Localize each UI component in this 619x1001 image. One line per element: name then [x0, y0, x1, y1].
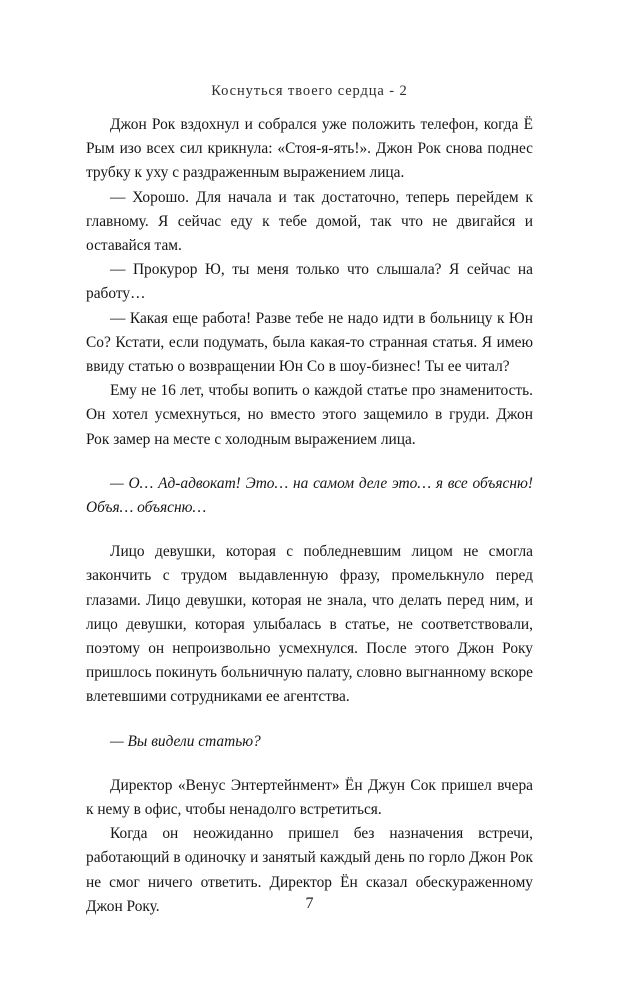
- paragraph: Ему не 16 лет, чтобы вопить о каждой статье про знаменитость. Он хотел усмехнуться, но вместо этого защемило в груди. Джон Рок замер на месте с холодным выражением лица.: [86, 382, 533, 448]
- paragraph: — Какая еще работа! Разве тебе не надо идти в больницу к Юн Со? Кстати, если подумать, была какая-то странная статья. Я имею ввиду статью о возвращении Юн Со в шоу-бизнес! Ты ее читал?: [86, 309, 533, 376]
- paragraph: Джон Рок вздохнул и собрался уже положить телефон, когда Ё Рым изо всех сил крикнула: «Стоя-я-ять!». Джон Рок снова поднес трубку к уху с раздраженным выражением лица.: [86, 116, 533, 182]
- paragraph: Директор «Венус Энтертейнмент» Ён Джун Сок пришел вчера к нему в офис, чтобы ненадолго встретиться.: [86, 776, 533, 819]
- page-text-body: [86, 113, 533, 919]
- paragraph-dialogue: — О… Ад-адвокат! Это… на самом деле это… я все объясню! Объя… объясню…: [86, 474, 533, 517]
- running-head: Коснуться твоего сердца - 2: [211, 83, 408, 99]
- page-number: 7: [305, 895, 314, 912]
- paragraph: Лицо девушки, которая с побледневшим лицом не смогла закончить с трудом выдавленную фразу, промелькнуло перед глазами. Лицо девушки, которая не знала, что делать перед ним, и лицо девушки, которая улыбалась в статье, не соответствовали, поэтому он непроизвольно усмехнулся. После этого Джон Року пришлось покинуть больничную палату, словно выгнанному вскоре влетевшими сотрудниками ее агентства.: [86, 543, 533, 706]
- paragraph: Когда он неожиданно пришел без назначения встречи, работающий в одиночку и занятый каждый день по горло Джон Рок не смог ничего ответить. Директор Ён сказал обескураженному Джон Року.: [86, 825, 533, 915]
- paragraph: — Прокурор Ю, ты меня только что слышала? Я сейчас на работу…: [86, 261, 533, 303]
- paragraph: — Хорошо. Для начала и так достаточно, теперь перейдем к главному. Я сейчас еду к тебе домой, так что не двигайся и оставайся там.: [86, 188, 533, 255]
- paragraph-dialogue: — Вы видели статью?: [110, 732, 261, 750]
